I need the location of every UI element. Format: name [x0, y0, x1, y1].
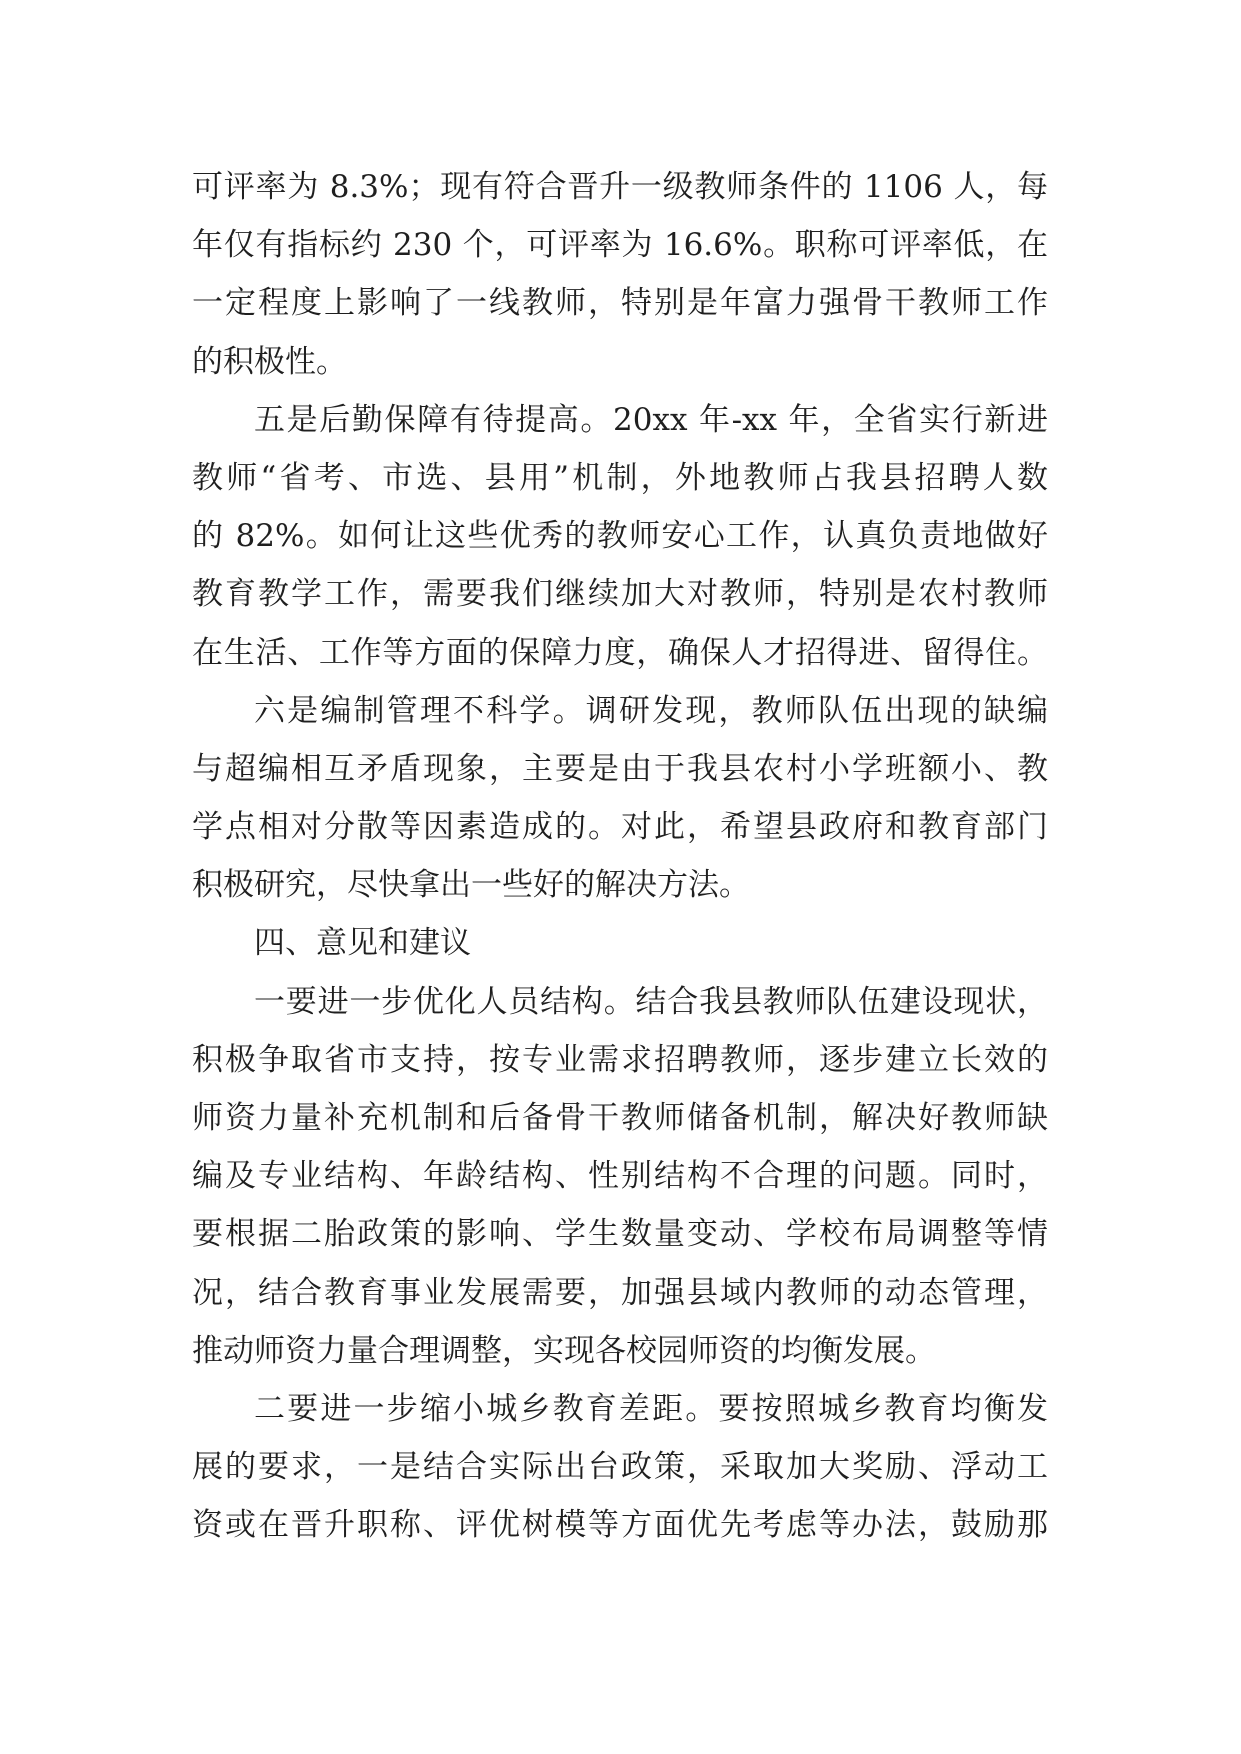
text-line: 资或在晋升职称、评优树模等方面优先考虑等办法，鼓励那: [192, 1507, 1048, 1544]
text-line: 推动师资力量合理调整，实现各校园师资的均衡发展。: [192, 1332, 936, 1369]
text-line: 可评率为 8.3%；现有符合晋升一级教师条件的 1106 人，每: [192, 169, 1048, 205]
text-line: 教育教学工作，需要我们继续加大对教师，特别是农村教师: [192, 576, 1048, 613]
text-line: 五是后勤保障有待提高。20xx 年-xx 年，全省实行新进: [254, 401, 1048, 438]
text-line: 师资力量补充机制和后备骨干教师储备机制，解决好教师缺: [192, 1100, 1048, 1136]
text-line: 四、意见和建议: [254, 925, 471, 962]
text-line: 积极争取省市支持，按专业需求招聘教师，逐步建立长效的: [192, 1041, 1048, 1078]
text-line: 年仅有指标约 230 个，可评率为 16.6%。职称可评率低，在: [192, 227, 1048, 264]
text-line: 况，结合教育事业发展需要，加强县域内教师的动态管理，: [192, 1274, 1048, 1311]
text-line: 与超编相互矛盾现象，主要是由于我县农村小学班额小、教: [192, 750, 1048, 787]
text-line: 六是编制管理不科学。调研发现，教师队伍出现的缺编: [254, 692, 1048, 729]
text-line: 展的要求，一是结合实际出台政策，采取加大奖励、浮动工: [192, 1449, 1048, 1486]
text-line: 一定程度上影响了一线教师，特别是年富力强骨干教师工作: [192, 285, 1048, 322]
document-body: [192, 158, 1048, 1555]
text-line: 教师“省考、市选、县用”机制，外地教师占我县招聘人数: [192, 459, 1048, 496]
text-line: 一要进一步优化人员结构。结合我县教师队伍建设现状，: [254, 983, 1048, 1020]
text-line: 编及专业结构、年龄结构、性别结构不合理的问题。同时，: [192, 1158, 1048, 1195]
text-line: 积极研究，尽快拿出一些好的解决方法。: [192, 867, 750, 904]
text-line: 学点相对分散等因素造成的。对此，希望县政府和教育部门: [192, 809, 1048, 846]
text-line: 要根据二胎政策的影响、学生数量变动、学校布局调整等情: [192, 1216, 1048, 1253]
text-line: 的积极性。: [192, 343, 347, 380]
text-line: 二要进一步缩小城乡教育差距。要按照城乡教育均衡发: [254, 1390, 1048, 1427]
text-line: 的 82%。如何让这些优秀的教师安心工作，认真负责地做好: [192, 518, 1048, 555]
text-line: 在生活、工作等方面的保障力度，确保人才招得进、留得住。: [192, 634, 1048, 671]
